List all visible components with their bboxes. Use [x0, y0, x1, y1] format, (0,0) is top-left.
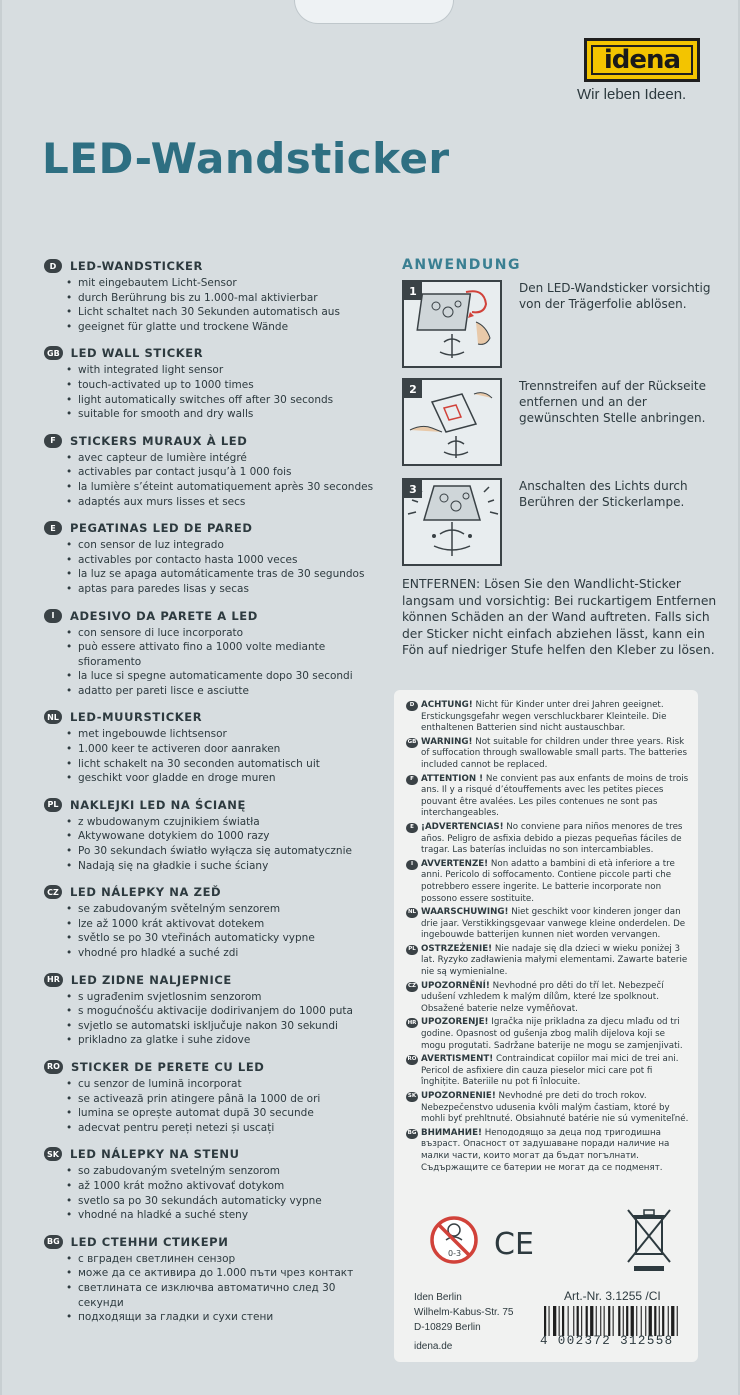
warning-text: Nicht für Kinder unter drei Jahren geeignet. Erstickungsgefahr wegen verschluckbarer Kleinteile. Die enthaltenen Batterien sind nicht austauschbar. — [421, 700, 667, 734]
barcode-bar — [577, 1306, 579, 1336]
barcode-bar — [677, 1306, 678, 1336]
warning-hr — [406, 1017, 690, 1052]
feature-list — [66, 451, 384, 509]
step-3-number: 3 — [404, 480, 422, 498]
feature-item: • con sensore di luce incorporato — [66, 626, 384, 641]
barcode-bar — [623, 1306, 624, 1336]
language-code-badge: SK — [44, 1147, 62, 1161]
barcode-bar — [573, 1306, 574, 1336]
warning-code-badge: E — [406, 823, 418, 833]
feature-item: • with integrated light sensor — [66, 363, 384, 378]
warning-code-badge: NL — [406, 908, 418, 918]
feature-item: • подходящи за гладки и сухи стени — [66, 1310, 384, 1325]
feature-item: • light automatically switches off after 30 seconds — [66, 393, 384, 408]
warning-e — [406, 822, 690, 857]
feature-item: • suitable for smooth and dry walls — [66, 407, 384, 422]
warning-label: WARNING! — [421, 736, 473, 747]
warning-text: Not suitable for children under three years. Risk of suffocation through swallowable small parts. The batteries included cannot be replaced. — [421, 736, 687, 770]
barcode-bar — [668, 1306, 669, 1336]
barcode-bar — [553, 1306, 556, 1336]
barcode-image — [542, 1306, 690, 1336]
warning-d — [406, 700, 690, 735]
feature-item: • Licht schaltet nach 30 Sekunden automatisch aus — [66, 305, 384, 320]
feature-item: • с вграден светлинен сензор — [66, 1252, 384, 1267]
safety-symbols — [428, 1206, 690, 1276]
step-1-number: 1 — [404, 282, 422, 300]
feature-item: • Aktywowane dotykiem do 1000 razy — [66, 829, 384, 844]
feature-item: • svjetlo se automatski isključuje nakon 30 sekundi — [66, 1019, 384, 1034]
barcode-bar — [654, 1306, 656, 1336]
language-section-pl — [44, 797, 384, 873]
feature-item: • z wbudowanym czujnikiem światła — [66, 815, 384, 830]
feature-list — [66, 1252, 384, 1325]
barcode-bar — [590, 1306, 593, 1336]
warning-list — [406, 700, 690, 1174]
brand-tagline: Wir leben Ideen. — [577, 86, 687, 103]
language-title: LED NÁLEPKY NA STENU — [70, 1147, 240, 1162]
entfernen-text: ENTFERNEN: Lösen Sie den Wandlicht-Sticker langsam und vorsichtig: Bei ruckartigem Entfernen können Schäden an der Wand auftreten. Falls sich der Sticker nicht einfach abziehen lässt, kann ein Fön auf niedriger Stufe helfen den Kleber zu lösen. — [402, 577, 717, 657]
barcode-bar — [596, 1306, 597, 1336]
warning-text: Ne convient pas aux enfants de moins de trois ans. Il y a risqué d’étouffements avec les petites pieces pouvant être avalées. Les piles contenues ne sont pas interchangeables. — [421, 773, 689, 819]
weee-bin-icon — [628, 1210, 670, 1271]
barcode-bar — [662, 1306, 664, 1336]
brand-logo-text: idena — [603, 45, 681, 75]
warning-label: ВНИМАНИЕ! — [421, 1127, 482, 1138]
warning-code-badge: SK — [406, 1092, 418, 1102]
feature-item: • може да се активира до 1.000 пъти чрез контакт — [66, 1266, 384, 1281]
feature-list — [66, 727, 384, 785]
warning-text: Nevhodné pro děti do tří let. Nebezpečí udušení vzhledem k malým dílům, které lze spolknout. Obsažené baterie nelze vyměňovat. — [421, 980, 664, 1014]
language-code-badge: PL — [44, 798, 62, 812]
warning-code-badge: RO — [406, 1055, 418, 1065]
language-title: STICKERS MURAUX À LED — [70, 433, 248, 448]
language-title: LED NÁLEPKY NA ZEĎ — [70, 885, 222, 900]
age-range-label: 0-3 — [448, 1249, 462, 1258]
barcode-bar — [631, 1306, 634, 1336]
language-code-badge: HR — [44, 973, 63, 987]
barcode-bar — [544, 1306, 546, 1336]
feature-item: • met ingebouwde lichtsensor — [66, 727, 384, 742]
language-sections — [44, 258, 384, 1336]
feature-item: • geschikt voor gladde en droge muren — [66, 771, 384, 786]
barcode-bar — [568, 1306, 569, 1336]
address-line: Wilhelm-Kabus-Str. 75 — [414, 1307, 514, 1318]
warning-bg — [406, 1128, 690, 1174]
feature-list — [66, 363, 384, 421]
feature-list — [66, 626, 384, 699]
warning-code-badge: HR — [406, 1018, 418, 1028]
language-title: ADESIVO DA PARETE A LED — [70, 608, 258, 623]
barcode-bar — [649, 1306, 652, 1336]
barcode-bar — [618, 1306, 620, 1336]
address-line: Iden Berlin — [414, 1292, 462, 1303]
language-code-badge: F — [44, 434, 62, 448]
feature-item: • adecvat pentru pereți netezi și uscați — [66, 1121, 384, 1136]
warning-text: No conviene para niños menores de tres años. Peligro de asfixia debido a piezas pequeñas fáciles de tragar. Las baterías incluidas no son intercambiables. — [421, 821, 683, 856]
language-title: LED-MUURSTICKER — [70, 710, 203, 725]
feature-item: • adaptés aux murs lisses et secs — [66, 495, 384, 510]
barcode-bar — [659, 1306, 660, 1336]
feature-item: • lze až 1000 krát aktivovat dotekem — [66, 917, 384, 932]
barcode-bar — [604, 1306, 605, 1336]
feature-item: • activables por contacto hasta 1000 veces — [66, 553, 384, 568]
language-header — [44, 1234, 384, 1250]
barcode-number: 4 002372 312558 — [540, 1334, 674, 1348]
feature-item: • durch Berührung bis zu 1.000-mal aktivierbar — [66, 291, 384, 306]
barcode-bar — [645, 1306, 646, 1336]
feature-item: • licht schakelt na 30 seconden automatisch uit — [66, 757, 384, 772]
feature-item: • 1.000 keer te activeren door aanraken — [66, 742, 384, 757]
feature-item: • vhodné na hladké a suché steny — [66, 1208, 384, 1223]
hang-hole — [294, 0, 454, 24]
warning-text: Igračka nije prikladna za djecu mlađu od tri godine. Opasnost od gušenja zbog malih dijelova koji se mogu progutati. Sadržane baterije ne mogu se zamjenjivati. — [421, 1017, 683, 1051]
warning-code-badge: D — [406, 701, 418, 711]
feature-item: • geeignet für glatte und trockene Wände — [66, 320, 384, 335]
language-code-badge: D — [44, 259, 62, 273]
feature-item: • Nadają się na gładkie i suche ściany — [66, 859, 384, 874]
step-3-illustration — [402, 478, 502, 566]
warning-label: UPOZORNENIE! — [421, 1091, 496, 1101]
warning-text: Nevhodné pre deti do troch rokov. Nebezpečenstvo udusenia kvôli malým častiam, ktoré by mohli byť prehltnuté. Obsiahnuté batérie nie sú vymeniteľné. — [421, 1091, 689, 1125]
warning-label: AVVERTENZE! — [421, 858, 489, 869]
feature-item: • svetlo sa po 30 sekundách automaticky vypne — [66, 1194, 384, 1209]
barcode-bar — [641, 1306, 642, 1336]
language-title: LED WALL STICKER — [70, 346, 204, 361]
language-section-cz — [44, 884, 384, 960]
language-code-badge: GB — [44, 346, 63, 360]
warning-code-badge: F — [406, 775, 418, 785]
barcode-bar — [626, 1306, 628, 1336]
language-header — [44, 608, 384, 624]
address-line: D-10829 Berlin — [414, 1322, 481, 1333]
warning-label: OSTRZEŻENIE! — [421, 943, 493, 954]
feature-item: • světlo se po 30 vteřinách automaticky vypne — [66, 931, 384, 946]
step-1-text: Den LED-Wandsticker vorsichtig von der Trägerfolie ablösen. — [519, 281, 711, 311]
barcode-bar — [549, 1306, 550, 1336]
step-2-number: 2 — [404, 380, 422, 398]
language-section-hr — [44, 972, 384, 1048]
warning-pl — [406, 944, 690, 979]
feature-item: • aptas para paredes lisas y secas — [66, 582, 384, 597]
language-section-i — [44, 608, 384, 699]
feature-item: • lumina se oprește automat după 30 secunde — [66, 1106, 384, 1121]
feature-item: • la luce si spegne automaticamente dopo 30 secondi — [66, 669, 384, 684]
warning-label: ATTENTION ! — [421, 773, 484, 784]
website-url: idena.de — [414, 1341, 453, 1352]
feature-list — [66, 1077, 384, 1135]
language-header — [44, 1146, 384, 1162]
language-code-badge: CZ — [44, 885, 62, 899]
language-title: STICKER DE PERETE CU LED — [70, 1059, 265, 1074]
step-3-text: Anschalten des Lichts durch Berühren der Stickerlampe. — [519, 479, 688, 509]
warning-text: Непододящо за деца под тригодишна възраст. Опасност от задушаване поради наличие на малки части, които могат да бъдат погълнати. Съдържащите се батерии не могат да се подменят. — [421, 1127, 670, 1173]
feature-list — [66, 902, 384, 960]
warning-f — [406, 774, 690, 820]
feature-item: • se activează prin atingere până la 1000 de ori — [66, 1092, 384, 1107]
feature-item: • prikladno za glatke i suhe zidove — [66, 1033, 384, 1048]
brand-logo — [584, 38, 700, 82]
feature-item: • s mogućnošću aktivacije dodirivanjem do 1000 puta — [66, 1004, 384, 1019]
feature-list — [66, 538, 384, 596]
barcode-bar — [636, 1306, 637, 1336]
warning-label: ACHTUNG! — [421, 700, 473, 710]
step-2-illustration — [402, 378, 502, 466]
warning-nl — [406, 907, 690, 942]
feature-item: • activables par contact jusqu’à 1 000 fois — [66, 465, 384, 480]
warning-code-badge: CZ — [406, 982, 418, 992]
barcode-bar — [608, 1306, 610, 1336]
feature-item: • touch-activated up to 1000 times — [66, 378, 384, 393]
anwendung-title: ANWENDUNG — [402, 257, 521, 273]
warning-label: UPOZORENJE! — [421, 1017, 489, 1028]
feature-list — [66, 1164, 384, 1222]
warning-text: Contraindicat copiilor mai mici de trei ani. Pericol de asfixiere din cauza pieselor mici care pot fi înghițite. Bateriile nu pot fi înlocuite. — [421, 1054, 679, 1088]
language-section-bg — [44, 1234, 384, 1325]
language-header — [44, 797, 384, 813]
language-header — [44, 972, 384, 988]
language-header — [44, 433, 384, 449]
feature-item: • až 1000 krát možno aktivovať dotykom — [66, 1179, 384, 1194]
feature-item: • светлината се изключва автоматично след 30 секунди — [66, 1281, 384, 1310]
feature-list — [66, 815, 384, 873]
feature-item: • so zabudovaným svetelným senzorom — [66, 1164, 384, 1179]
language-code-badge: I — [44, 609, 62, 623]
barcode-bar — [559, 1306, 560, 1336]
language-header — [44, 520, 384, 536]
step-1-illustration — [402, 280, 502, 368]
feature-item: • può essere attivato fino a 1000 volte mediante sfioramento — [66, 640, 384, 669]
page-title: LED-Wandsticker — [42, 134, 450, 183]
barcode-bar — [613, 1306, 614, 1336]
feature-item: • Po 30 sekundach światło wyłącza się automatycznie — [66, 844, 384, 859]
language-header — [44, 1059, 384, 1075]
feature-item: • se zabudovaným světelným senzorem — [66, 902, 384, 917]
language-header — [44, 709, 384, 725]
barcode-bar — [562, 1306, 564, 1336]
warning-sk — [406, 1091, 690, 1126]
warning-gb — [406, 737, 690, 772]
warning-label: WAARSCHUWING! — [421, 907, 509, 918]
feature-item: • la lumière s’éteint automatiquement après 30 secondes — [66, 480, 384, 495]
language-code-badge: RO — [44, 1060, 63, 1074]
language-header — [44, 884, 384, 900]
language-section-f — [44, 433, 384, 509]
language-section-d — [44, 258, 384, 334]
warning-text: Niet geschikt voor kinderen jonger dan drie jaar. Verstikkingsgevaar vanwege kleine onderdelen. De ingebouwde batterijen kunnen niet worden vervangen. — [421, 907, 686, 941]
warning-text: Non adatto a bambini di età inferiore a tre anni. Pericolo di soffocamento. Contiene piccole parti che potrebbero essere ingerite. Le batterie incorporate non possono essere sostituite. — [421, 858, 675, 904]
language-title: LED ZIDNE NALJEPNICE — [70, 972, 232, 987]
feature-item: • con sensor de luz integrado — [66, 538, 384, 553]
language-section-sk — [44, 1146, 384, 1222]
language-code-badge: E — [44, 521, 62, 535]
warning-i — [406, 859, 690, 905]
address-block — [414, 1290, 513, 1335]
feature-item: • vhodné pro hladké a suché zdi — [66, 946, 384, 961]
language-section-gb — [44, 345, 384, 421]
feature-item: • cu senzor de lumină incorporat — [66, 1077, 384, 1092]
language-title: PEGATINAS LED DE PARED — [70, 521, 253, 536]
language-section-e — [44, 520, 384, 596]
feature-item: • mit eingebautem Licht-Sensor — [66, 276, 384, 291]
language-header — [44, 258, 384, 274]
warning-label: UPOZORNĚNÍ! — [421, 980, 490, 991]
language-section-nl — [44, 709, 384, 785]
feature-item: • la luz se apaga automáticamente tras de 30 segundos — [66, 567, 384, 582]
feature-list — [66, 990, 384, 1048]
language-code-badge: NL — [44, 710, 62, 724]
step-2-text: Trennstreifen auf der Rückseite entfernen und an der gewünschten Stelle anbringen. — [519, 379, 706, 425]
barcode-bar — [581, 1306, 582, 1336]
warning-label: AVERTISMENT! — [421, 1054, 494, 1065]
ce-mark-icon: CE — [494, 1227, 534, 1262]
language-title: LED-WANDSTICKER — [70, 259, 203, 273]
language-code-badge: BG — [44, 1235, 63, 1249]
feature-list — [66, 276, 384, 334]
feature-item: • adatto per pareti lisce e asciutte — [66, 684, 384, 699]
feature-item: • avec capteur de lumière intégré — [66, 451, 384, 466]
feature-item: • s ugrađenim svjetlosnim senzorom — [66, 990, 384, 1005]
language-title: LED СТЕННИ СТИКЕРИ — [70, 1234, 229, 1249]
warning-code-badge: I — [406, 860, 418, 870]
article-number: Art.-Nr. 3.1255 /CI — [564, 1289, 661, 1303]
language-section-ro — [44, 1059, 384, 1135]
warning-ro — [406, 1054, 690, 1089]
barcode-bar — [600, 1306, 601, 1336]
warning-text: Nie nadaje się dla dzieci w wieku poniżej 3 lat. Ryzyko zadławienia małymi elementami. Zawarte baterie nie są wymienialne. — [421, 943, 688, 978]
warning-code-badge: BG — [406, 1129, 418, 1139]
warning-code-badge: GB — [406, 738, 418, 748]
language-header — [44, 345, 384, 361]
warning-label: ¡ADVERTENCIAS! — [421, 821, 504, 832]
barcode-bar — [586, 1306, 588, 1336]
warning-cz — [406, 981, 690, 1016]
warning-code-badge: PL — [406, 945, 418, 955]
barcode-bar — [671, 1306, 674, 1336]
language-title: NAKLEJKI LED NA ŚCIANĘ — [70, 797, 246, 812]
